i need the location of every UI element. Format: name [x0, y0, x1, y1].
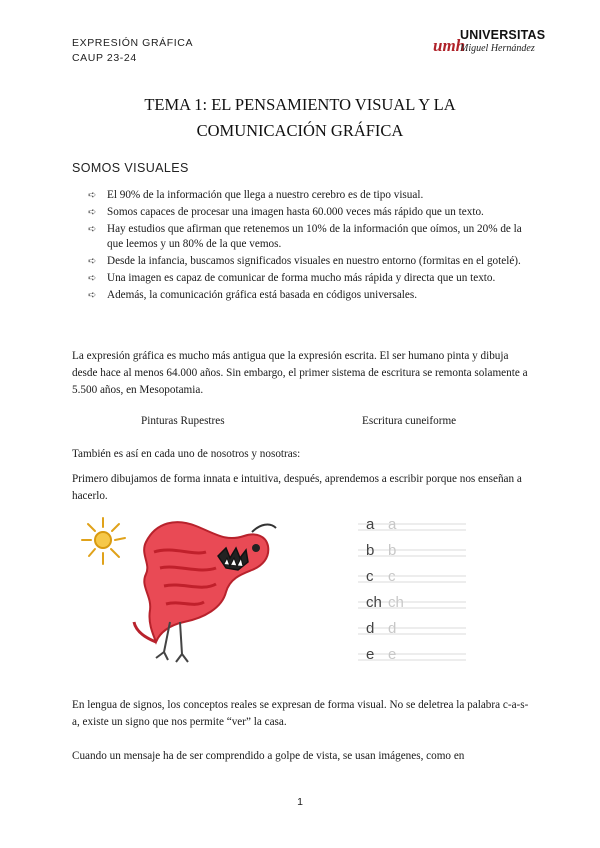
- arrow-bullet-icon: ➪: [88, 256, 97, 268]
- logo-subtitle: Miguel Hernández: [460, 43, 535, 54]
- list-item: ➪ El 90% de la información que llega a nuestro cerebro es de tipo visual.: [88, 188, 528, 203]
- svg-text:a: a: [388, 516, 397, 533]
- arrow-bullet-icon: ➪: [88, 290, 97, 302]
- arrow-bullet-icon: ➪: [88, 207, 97, 218]
- section-heading: SOMOS VISUALES: [72, 161, 189, 175]
- svg-text:c: c: [388, 568, 396, 585]
- svg-text:ch: ch: [388, 594, 404, 611]
- child-dragon-drawing: [76, 512, 286, 672]
- practice-letter-a: a: [366, 516, 375, 533]
- arrow-bullet-icon: ➪: [88, 273, 97, 285]
- history-paragraph: La expresión gráfica es mucho más antigua que la expresión escrita. El ser humano pinta y dibuja desde hace al menos 64.000 años. Sin embargo, el primer sistema de escritura se remonta solamente a 5.500 años, en Mesopotamia.: [72, 350, 528, 397]
- svg-text:d: d: [388, 620, 397, 637]
- caption-cave-paintings: Pinturas Rupestres: [141, 415, 225, 427]
- svg-text:b: b: [388, 542, 397, 559]
- sun-icon: [82, 518, 125, 564]
- handwriting-practice-sheet: [358, 510, 468, 670]
- glance-paragraph: Cuando un mensaje ha de ser comprendido a golpe de vista, se usan imágenes, como en: [72, 750, 465, 762]
- title-line-1: TEMA 1: EL PENSAMIENTO VISUAL Y LA: [144, 95, 456, 114]
- arrow-bullet-icon: ➪: [88, 224, 97, 235]
- practice-letter-ch: ch: [366, 594, 382, 611]
- course-name: EXPRESIÓN GRÁFICA: [72, 37, 194, 49]
- list-item: ➪ Somos capaces de procesar una imagen hasta 60.000 veces más rápido que un texto.: [88, 205, 528, 220]
- title-line-2: COMUNICACIÓN GRÁFICA: [196, 121, 404, 140]
- bullet-list: [88, 188, 528, 305]
- caption-cuneiform: Escritura cuneiforme: [362, 415, 457, 427]
- practice-letter-e: e: [366, 646, 375, 663]
- each-of-us-paragraph: También es así en cada uno de nosotros y nosotras:: [72, 448, 301, 460]
- list-item: ➪ Hay estudios que afirman que retenemos un 10% de la información que oímos, un 20% de la que leemos y un 80% de la que vemos.: [88, 223, 522, 251]
- list-item: ➪ Además, la comunicación gráfica está basada en códigos universales.: [88, 288, 528, 303]
- practice-letter-b: b: [366, 542, 375, 559]
- list-item: ➪ Una imagen es capaz de comunicar de forma mucho más rápida y directa que un texto.: [88, 271, 528, 286]
- innate-paragraph: Primero dibujamos de forma innata e intuitiva, después, aprendemos a escribir porque nos enseñan a hacerlo.: [72, 473, 522, 503]
- dragon-figure: [134, 522, 276, 662]
- page-number: 1: [297, 796, 303, 808]
- course-group: CAUP 23-24: [72, 52, 137, 64]
- umh-logo-mark: [432, 28, 466, 58]
- practice-letter-d: d: [366, 620, 375, 637]
- logo-name: UNIVERSITAS: [460, 28, 546, 42]
- svg-text:e: e: [388, 646, 397, 663]
- page-title: [60, 92, 540, 144]
- practice-letter-c: c: [366, 568, 374, 585]
- arrow-bullet-icon: ➪: [88, 190, 97, 201]
- university-logo: [432, 28, 552, 58]
- sign-language-paragraph: En lengua de signos, los conceptos reales se expresan de forma visual. No se deletrea la palabra c-a-s-a, existe un signo que nos permite “ver” la casa.: [72, 699, 529, 729]
- svg-text:umh: umh: [433, 36, 466, 55]
- list-item: ➪ Desde la infancia, buscamos significados visuales en nuestro entorno (formitas en el gotelé).: [88, 254, 528, 269]
- document-header: [72, 36, 193, 66]
